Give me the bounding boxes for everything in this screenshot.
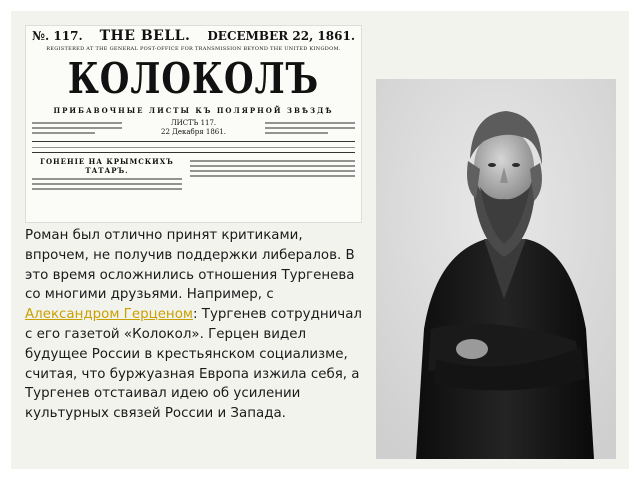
newspaper-date: DECEMBER 22, 1861.	[207, 29, 355, 43]
body-text	[25, 226, 365, 424]
newspaper-subtitle: ПРИБАВОЧНЫЕ ЛИСТЫ КЪ ПОЛЯРНОЙ ЗВѢЗДѢ	[53, 106, 334, 115]
masthead	[26, 26, 361, 44]
issue-date: 22 Декабря 1861.	[161, 128, 226, 136]
slide	[11, 11, 629, 469]
newspaper-title: КОЛОКОЛЪ	[67, 54, 320, 104]
herzen-link[interactable]: Александром Герценом	[25, 307, 193, 323]
portrait-illustration	[376, 79, 616, 459]
issue-block	[161, 119, 226, 137]
article-heading: ГОНЕНІЕ НА КРЫМСКИХЪ ТАТАРЪ.	[40, 157, 174, 175]
header-columns	[26, 115, 361, 137]
registration-line: REGISTERED AT THE GENERAL POST-OFFICE FOR TRANSMISSION BEYOND THE UNITED KINGDOM.	[46, 46, 341, 52]
issue-sheet: ЛИСТЪ 117.	[170, 119, 217, 127]
newspaper-clipping-image	[25, 25, 362, 223]
paragraph-before-link: Роман был отлично принят критиками, впрочем, не получив поддержки либералов. В это время осложнились отношения Тургенева со многими друзьями. Например, с	[25, 228, 355, 303]
newspaper-name-en: THE BELL.	[99, 28, 191, 44]
article-area	[26, 153, 361, 193]
paragraph-after-link: : Тургенев сотрудничал с его газетой «Колокол». Герцен видел будущее России в крестьянском социализме, считая, что буржуазная Европа изжила себя, а Тургенев отстаивал идею об усилении культурных связей России и Запада.	[25, 307, 362, 422]
issue-number: №. 117.	[32, 29, 83, 43]
portrait-photo	[376, 79, 616, 459]
